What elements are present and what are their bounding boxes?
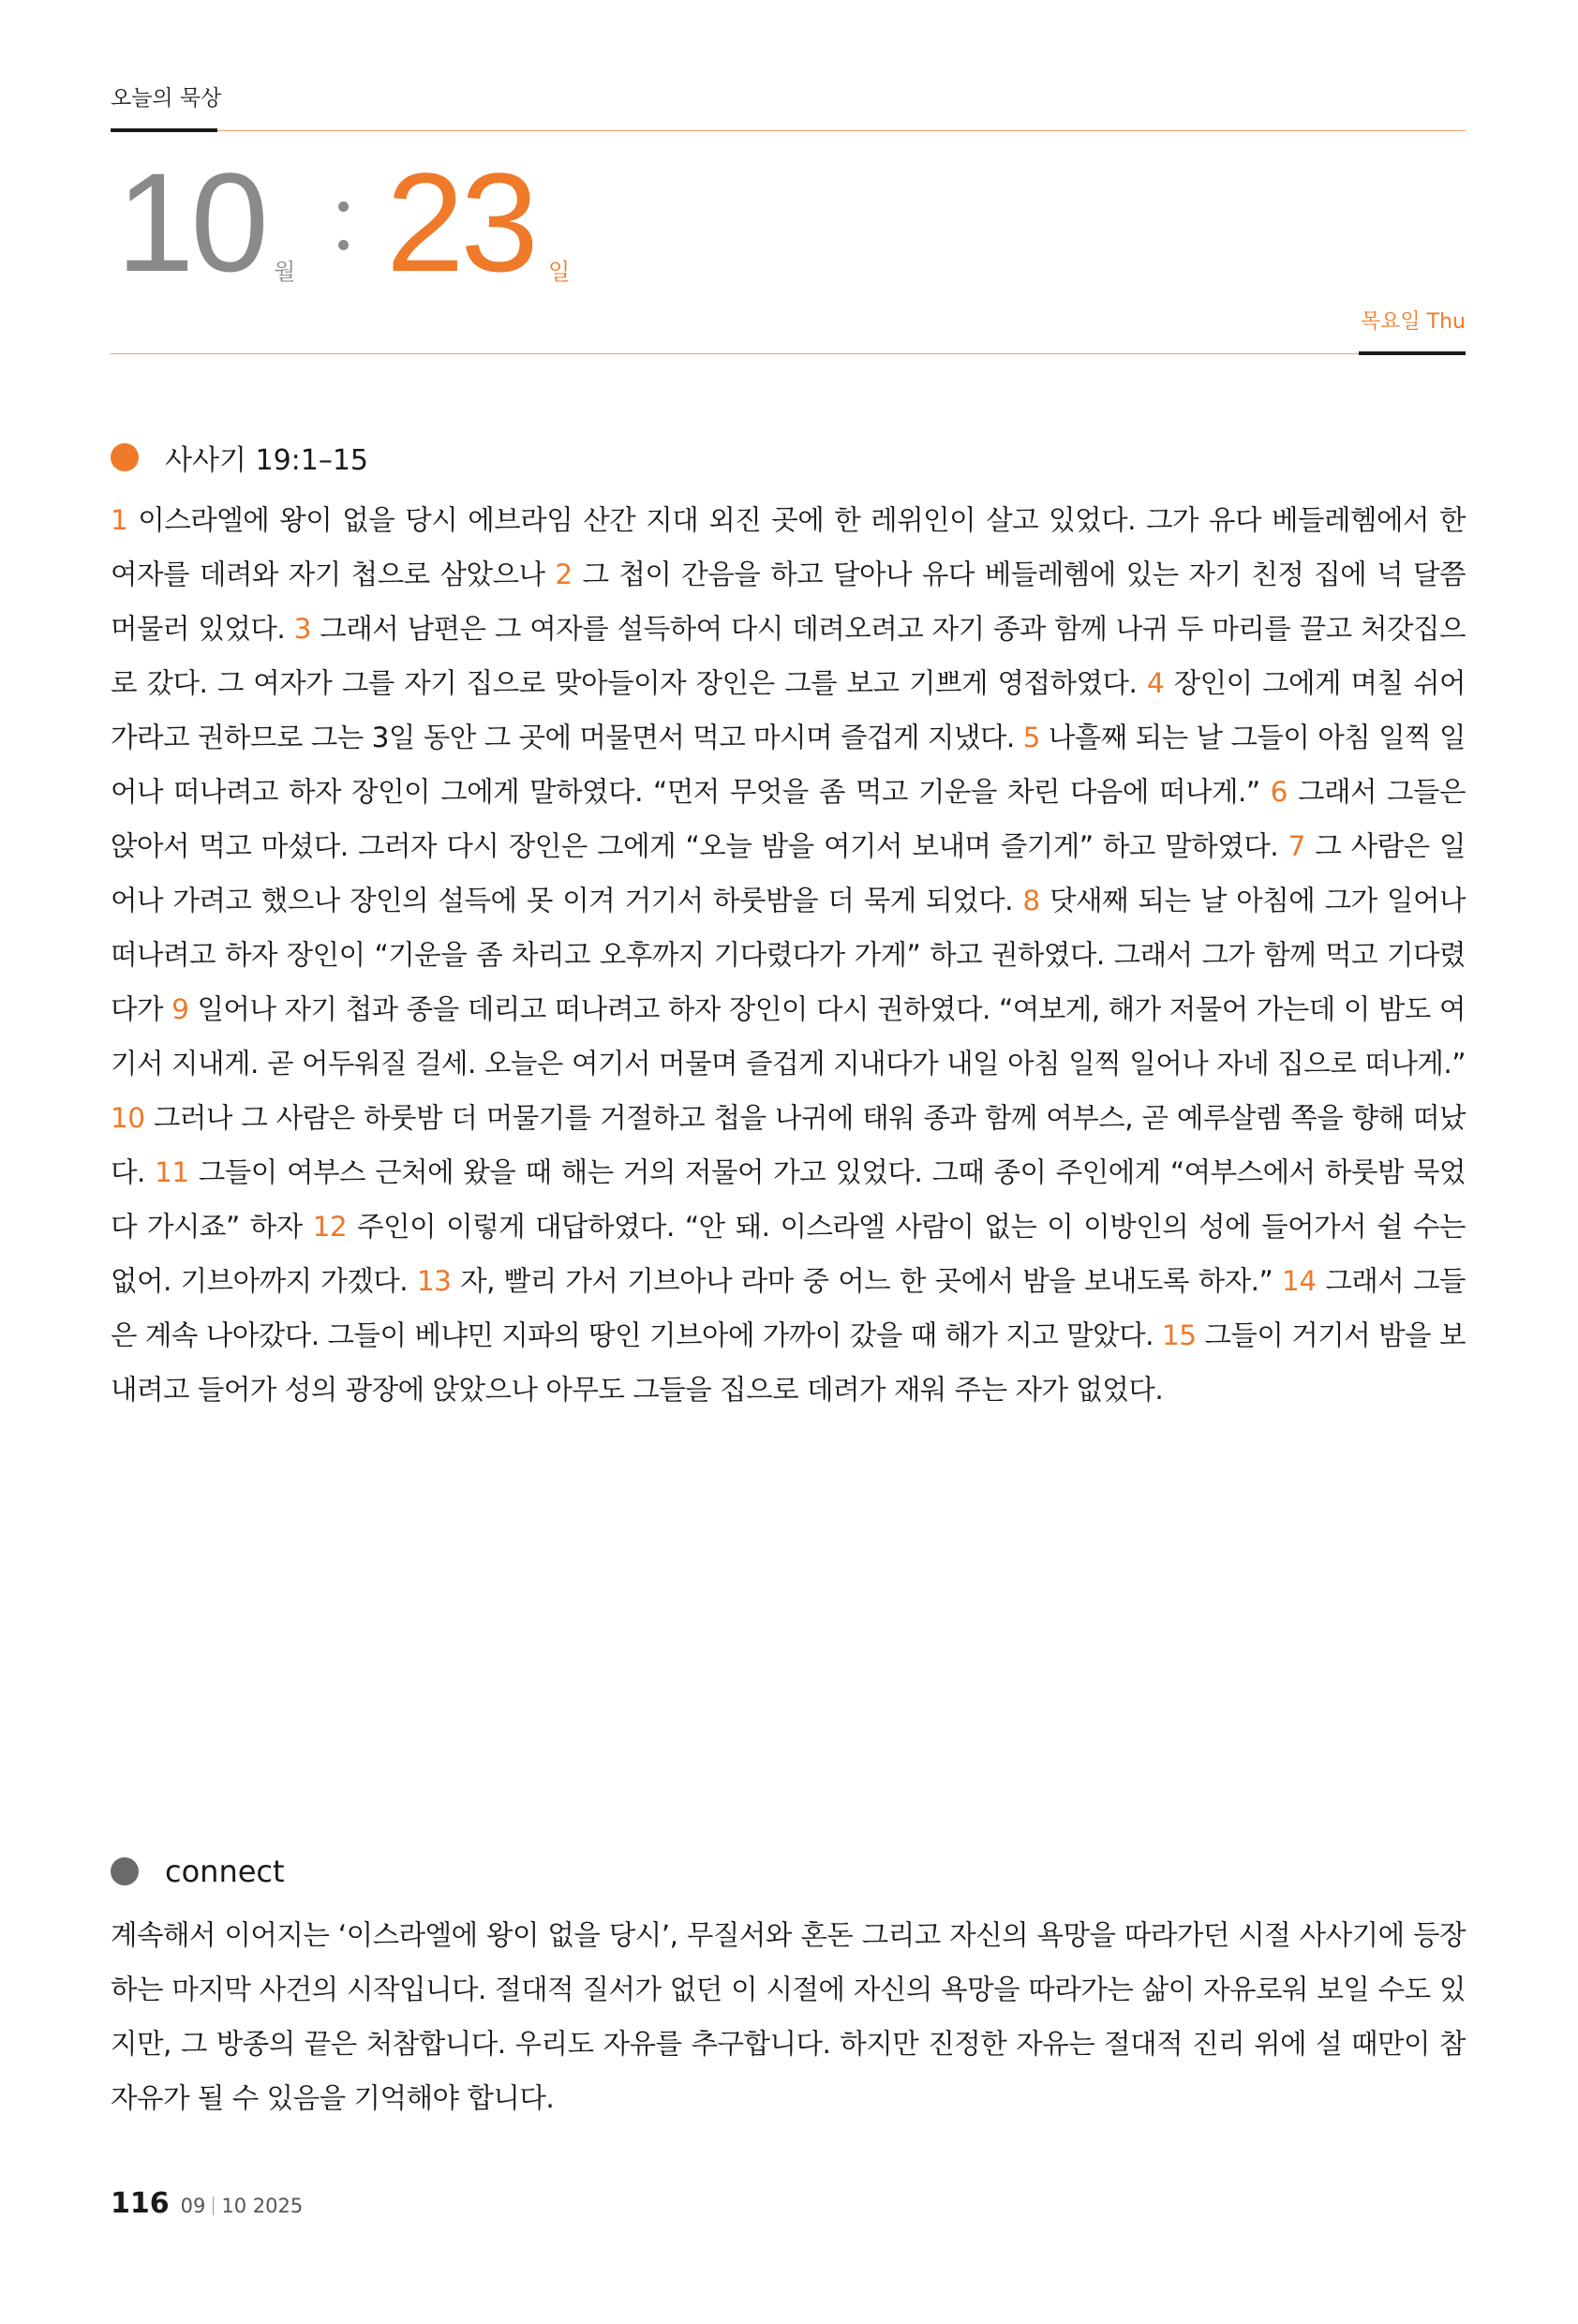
month-number: 10 bbox=[116, 143, 265, 301]
issue-label bbox=[181, 2195, 304, 2217]
verse-text: 그들이 거기서 밤을 보내려고 들어가 성의 광장에 앉았으나 아무도 그들을 집으로 데려가 재워 주는 자가 없었다. bbox=[111, 1319, 1466, 1406]
verse bbox=[111, 993, 1466, 1080]
verse-number: 14 bbox=[1282, 1265, 1317, 1297]
verse-text: 그래서 남편은 그 여자를 설득하여 다시 데려오려고 자기 종과 함께 나귀 두 마리를 끌고 처갓집으로 갔다. 그 여자가 그를 자기 집으로 맞아들이자 장인은 그를 보고 기쁘게 영접하였다. bbox=[111, 613, 1466, 699]
verse-text: 그래서 그들은 계속 나아갔다. 그들이 베냐민 지파의 땅인 기브아에 가까이 갔을 때 해가 지고 말았다. bbox=[111, 1265, 1466, 1351]
verse-text: 닷새째 되는 날 아침에 그가 일어나 떠나려고 하자 장인이 “기운을 좀 차리고 오후까지 기다렸다가 가게” 하고 권하였다. 그래서 그가 함께 먹고 기다렸다가 bbox=[111, 885, 1466, 1025]
verse-number: 1 bbox=[111, 504, 128, 536]
day-unit: 일 bbox=[548, 259, 571, 285]
verse-number: 15 bbox=[1161, 1319, 1197, 1351]
page-footer bbox=[111, 2187, 303, 2220]
section-label: 오늘의 묵상 bbox=[111, 86, 222, 111]
verse-number: 7 bbox=[1288, 830, 1305, 862]
verse-text: 자, 빨리 가서 기브아나 라마 중 어느 한 곳에서 밤을 보내도록 하자.” bbox=[460, 1265, 1273, 1297]
verse-number: 2 bbox=[555, 559, 573, 590]
bullet-dot-icon bbox=[111, 443, 139, 471]
verse-text: 이스라엘에 왕이 없을 당시 에브라임 산간 지대 외진 곳에 한 레위인이 살고 있었다. 그가 유다 베들레헴에서 한 여자를 데려와 자기 첩으로 삼았으나 bbox=[111, 504, 1466, 590]
verse-number: 10 bbox=[111, 1102, 145, 1134]
verse-number: 8 bbox=[1022, 885, 1040, 916]
issue-separator bbox=[213, 2197, 214, 2215]
verse-number: 11 bbox=[155, 1156, 189, 1188]
verse-number: 12 bbox=[312, 1211, 348, 1243]
verse-number: 5 bbox=[1022, 722, 1040, 753]
connect-body: 계속해서 이어지는 ‘이스라엘에 왕이 없을 당시’, 무질서와 혼돈 그리고 자신의 욕망을 따라가던 시절 사사기에 등장하는 마지막 사건의 시작입니다. 절대적 질서가 없던 이 시절에 자신의 욕망을 따라가는 삶이 자유로워 보일 수도 있지만, 그 방종의 끝은 처참합니다. 우리도 자유를 추구합니다. 하지만 진정한 자유는 절대적 진리 위에 설 때만이 참 자유가 될 수 있음을 기억해야 합니다. bbox=[111, 1919, 1466, 2114]
passage-heading bbox=[111, 437, 368, 478]
header-divider bbox=[111, 353, 1466, 354]
issue-month-year: 10 2025 bbox=[221, 2195, 304, 2217]
verse-text: 그들이 여부스 근처에 왔을 때 해는 거의 저물어 가고 있었다. 그때 종이 주인에게 “여부스에서 하룻밤 묵었다 가시죠” 하자 bbox=[111, 1156, 1466, 1243]
verse-number: 13 bbox=[416, 1265, 452, 1297]
weekday-label: 목요일 Thu bbox=[1360, 310, 1466, 334]
day-number: 23 bbox=[386, 143, 535, 301]
top-divider-accent bbox=[111, 128, 217, 132]
month-unit: 월 bbox=[274, 259, 296, 285]
verse bbox=[417, 1265, 1273, 1297]
top-divider bbox=[111, 130, 1466, 131]
date-colon bbox=[338, 201, 349, 278]
verse-number: 9 bbox=[171, 993, 189, 1025]
connect-title: connect bbox=[165, 1854, 285, 1889]
verse-text: 주인이 이렇게 대답하였다. “안 돼. 이스라엘 사람이 없는 이 이방인의 성에 들어가서 쉴 수는 없어. 기브아까지 가겠다. bbox=[111, 1211, 1466, 1297]
verse-number: 3 bbox=[293, 613, 311, 645]
verse-text: 일어나 자기 첩과 종을 데리고 떠나려고 하자 장인이 다시 권하였다. “여보게, 해가 저물어 가는데 이 밤도 여기서 지내게. 곧 어두워질 걸세. 오늘은 여기서 머물며 즐겁게 지내다가 내일 아침 일찍 일어나 자네 집으로 떠나게.” bbox=[111, 993, 1466, 1080]
verse-text: 그래서 그들은 앉아서 먹고 마셨다. 그러자 다시 장인은 그에게 “오늘 밤을 여기서 보내며 즐기게” 하고 말하였다. bbox=[111, 776, 1466, 862]
connect-heading bbox=[111, 1854, 285, 1889]
passage-body bbox=[111, 493, 1466, 1417]
bullet-dot-icon bbox=[111, 1857, 139, 1885]
verse-text: 나흘째 되는 날 그들이 아침 일찍 일어나 떠나려고 하자 장인이 그에게 말하였다. “먼저 무엇을 좀 먹고 기운을 차린 다음에 떠나게.” bbox=[111, 722, 1466, 808]
verse-number: 6 bbox=[1270, 776, 1288, 808]
verse-text: 그러나 그 사람은 하룻밤 더 머물기를 거절하고 첩을 나귀에 태워 종과 함께 여부스, 곧 예루살렘 쪽을 향해 떠났다. bbox=[111, 1102, 1466, 1188]
page-number: 116 bbox=[111, 2187, 170, 2220]
verse-number: 4 bbox=[1146, 667, 1165, 699]
passage-reference: 사사기 19:1–15 bbox=[165, 444, 369, 477]
issue-months: 09 bbox=[180, 2195, 206, 2217]
verse-text: 장인이 그에게 며칠 쉬어 가라고 권하므로 그는 3일 동안 그 곳에 머물면서 먹고 마시며 즐겁게 지냈다. bbox=[111, 667, 1466, 753]
verse-text: 그 사람은 일어나 가려고 했으나 장인의 설득에 못 이겨 거기서 하룻밤을 더 묵게 되었다. bbox=[111, 830, 1466, 916]
verse-text: 그 첩이 간음을 하고 달아나 유다 베들레헴에 있는 자기 친정 집에 넉 달쯤 머물러 있었다. bbox=[111, 559, 1466, 645]
header-divider-accent bbox=[1359, 351, 1466, 355]
